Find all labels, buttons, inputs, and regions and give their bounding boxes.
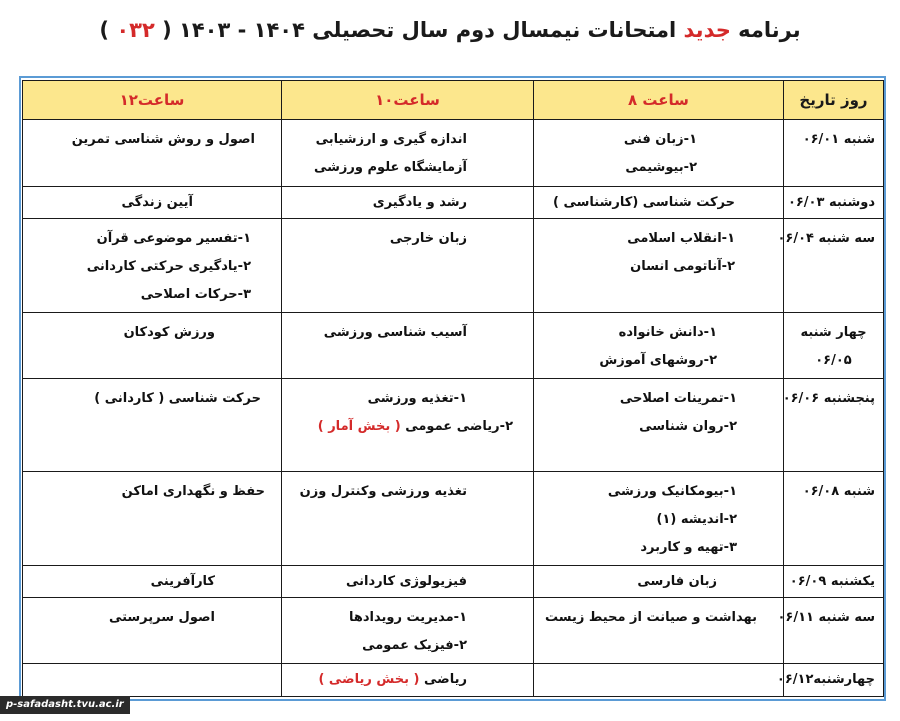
exam-item: ورزش کودکان (123, 325, 215, 341)
exam-item: ۲-روان شناسی (639, 418, 737, 434)
exam-item: آیین زندگی (121, 194, 193, 210)
exam-item: ۲-فیزیک عمومی (362, 638, 467, 654)
cell-12 (23, 378, 282, 471)
day-text: چهارشنبه۰۶/۱۲ (776, 671, 875, 687)
exam-item (290, 670, 525, 690)
table-row (23, 471, 884, 565)
header-12: ساعت۱۲ (23, 81, 282, 120)
exam-schedule-table (22, 80, 884, 697)
exam-item: ۱-بیومکانیک ورزشی (607, 483, 737, 499)
exam-item: ۲-آناتومی انسان (630, 258, 735, 274)
table-row (23, 663, 884, 696)
cell-10 (282, 598, 534, 663)
header-row (23, 81, 884, 120)
header-10: ساعت۱۰ (282, 81, 534, 120)
cell-12 (23, 218, 282, 312)
site-watermark: p-safadasht.tvu.ac.ir (0, 696, 130, 714)
exam-item: اصول و روش شناسی تمرین (71, 132, 255, 148)
day-text: ۰۶/۰۵ (815, 353, 852, 369)
table-row (23, 566, 884, 598)
exam-item (290, 413, 525, 441)
exam-item: ۱-تمرینات اصلاحی (619, 390, 737, 406)
cell-8 (534, 218, 784, 312)
day-cell (784, 120, 884, 186)
exam-item-text: ریاضی (419, 671, 467, 687)
day-cell (776, 663, 884, 696)
day-text: سه شنبه ۰۶/۱۱ (777, 610, 875, 626)
cell-10 (282, 566, 534, 598)
cell-12 (23, 186, 282, 218)
day-cell (784, 566, 884, 598)
table-row (23, 313, 884, 378)
exam-item: اصول سرپرستی (108, 610, 215, 626)
exam-item: حرکت شناسی (کارشناسی ) (553, 194, 735, 210)
day-text: دوشنبه ۰۶/۰۳ (787, 194, 875, 210)
exam-item: ۲-یادگیری حرکتی کاردانی (86, 258, 251, 274)
day-cell (784, 471, 884, 565)
exam-item: ۱-تفسیر موضوعی قرآن (96, 230, 251, 246)
cell-10 (282, 186, 534, 218)
cell-8 (534, 663, 784, 696)
day-text: شنبه ۰۶/۰۱ (802, 132, 875, 148)
exam-item: ۱-انقلاب اسلامی (627, 230, 735, 246)
table-row (23, 598, 884, 663)
cell-12 (23, 663, 282, 696)
exam-item-text: ۲-ریاضی عمومی (400, 418, 513, 434)
day-cell (784, 378, 884, 471)
header-8: ساعت ۸ (534, 81, 784, 120)
exam-item: حرکت شناسی ( کاردانی ) (94, 390, 261, 406)
cell-10 (282, 471, 534, 565)
cell-12 (23, 566, 282, 598)
cell-8 (534, 566, 784, 598)
exam-item: تغذیه ورزشی وکنترل وزن (299, 483, 467, 499)
day-cell (777, 218, 884, 312)
exam-item: زبان خارجی (389, 230, 467, 246)
table-row (23, 186, 884, 218)
table-row (23, 120, 884, 186)
exam-item-note: ( بخش ریاضی ) (318, 671, 420, 687)
cell-8 (534, 313, 784, 378)
table-row (23, 378, 884, 471)
cell-8 (534, 186, 784, 218)
day-text: یکشنبه ۰۶/۰۹ (789, 574, 875, 590)
exam-item: ۱-زبان فنی (623, 132, 697, 148)
exam-item: بهداشت و صیانت از محیط زیست (544, 610, 757, 626)
exam-item: آسیب شناسی ورزشی (323, 325, 467, 341)
exam-item-note: ( بخش آمار ) (317, 418, 401, 434)
header-day: روز تاریخ (784, 81, 884, 120)
day-text: پنجشنبه ۰۶/۰۶ (782, 390, 875, 406)
cell-12 (23, 120, 282, 186)
cell-12 (23, 598, 282, 663)
day-text: شنبه ۰۶/۰۸ (802, 483, 875, 499)
cell-8 (534, 120, 784, 186)
exam-item: ۲-بیوشیمی (625, 160, 697, 176)
cell-10 (282, 313, 534, 378)
cell-8 (534, 598, 784, 663)
exam-item: ۲-روشهای آموزش (599, 353, 717, 369)
day-cell (784, 313, 884, 378)
cell-8 (534, 471, 784, 565)
exam-item: آزمایشگاه علوم ورزشی (314, 160, 467, 176)
exam-item: ۱-مدیریت رویدادها (348, 610, 467, 626)
exam-item: کارآفرینی (150, 574, 215, 590)
day-text: سه شنبه ۰۶/۰۴ (777, 230, 875, 246)
cell-12 (23, 313, 282, 378)
exam-item: رشد و یادگیری (372, 194, 467, 210)
exam-item: ۳-حرکات اصلاحی (140, 286, 251, 302)
exam-item: فیزیولوژی کاردانی (346, 574, 467, 590)
cell-12 (23, 471, 282, 565)
exam-item: ۲-اندیشه (۱) (656, 511, 737, 527)
day-text: چهار شنبه (800, 325, 867, 341)
cell-10 (282, 120, 534, 186)
cell-10 (282, 218, 534, 312)
exam-item: ۱-دانش خانواده (618, 325, 717, 341)
cell-10 (282, 663, 534, 696)
exam-item: حفظ و نگهداری اماکن (121, 483, 265, 499)
exam-item: زبان فارسی (637, 574, 717, 590)
day-cell (777, 598, 884, 663)
page-title: برنامه جدید امتحانات نیمسال دوم سال تحصیلی ۱۴۰۴ - ۱۴۰۳ ( ۰۳۲ ) (99, 18, 801, 42)
table-row (23, 218, 884, 312)
exam-item: ۳-تهیه و کاربرد (640, 539, 737, 555)
cell-10 (282, 378, 534, 471)
cell-8 (534, 378, 784, 471)
exam-item: ۱-تغذیه ورزشی (367, 390, 467, 406)
exam-item: اندازه گیری و ارزشیابی (315, 132, 467, 148)
day-cell (784, 186, 884, 218)
